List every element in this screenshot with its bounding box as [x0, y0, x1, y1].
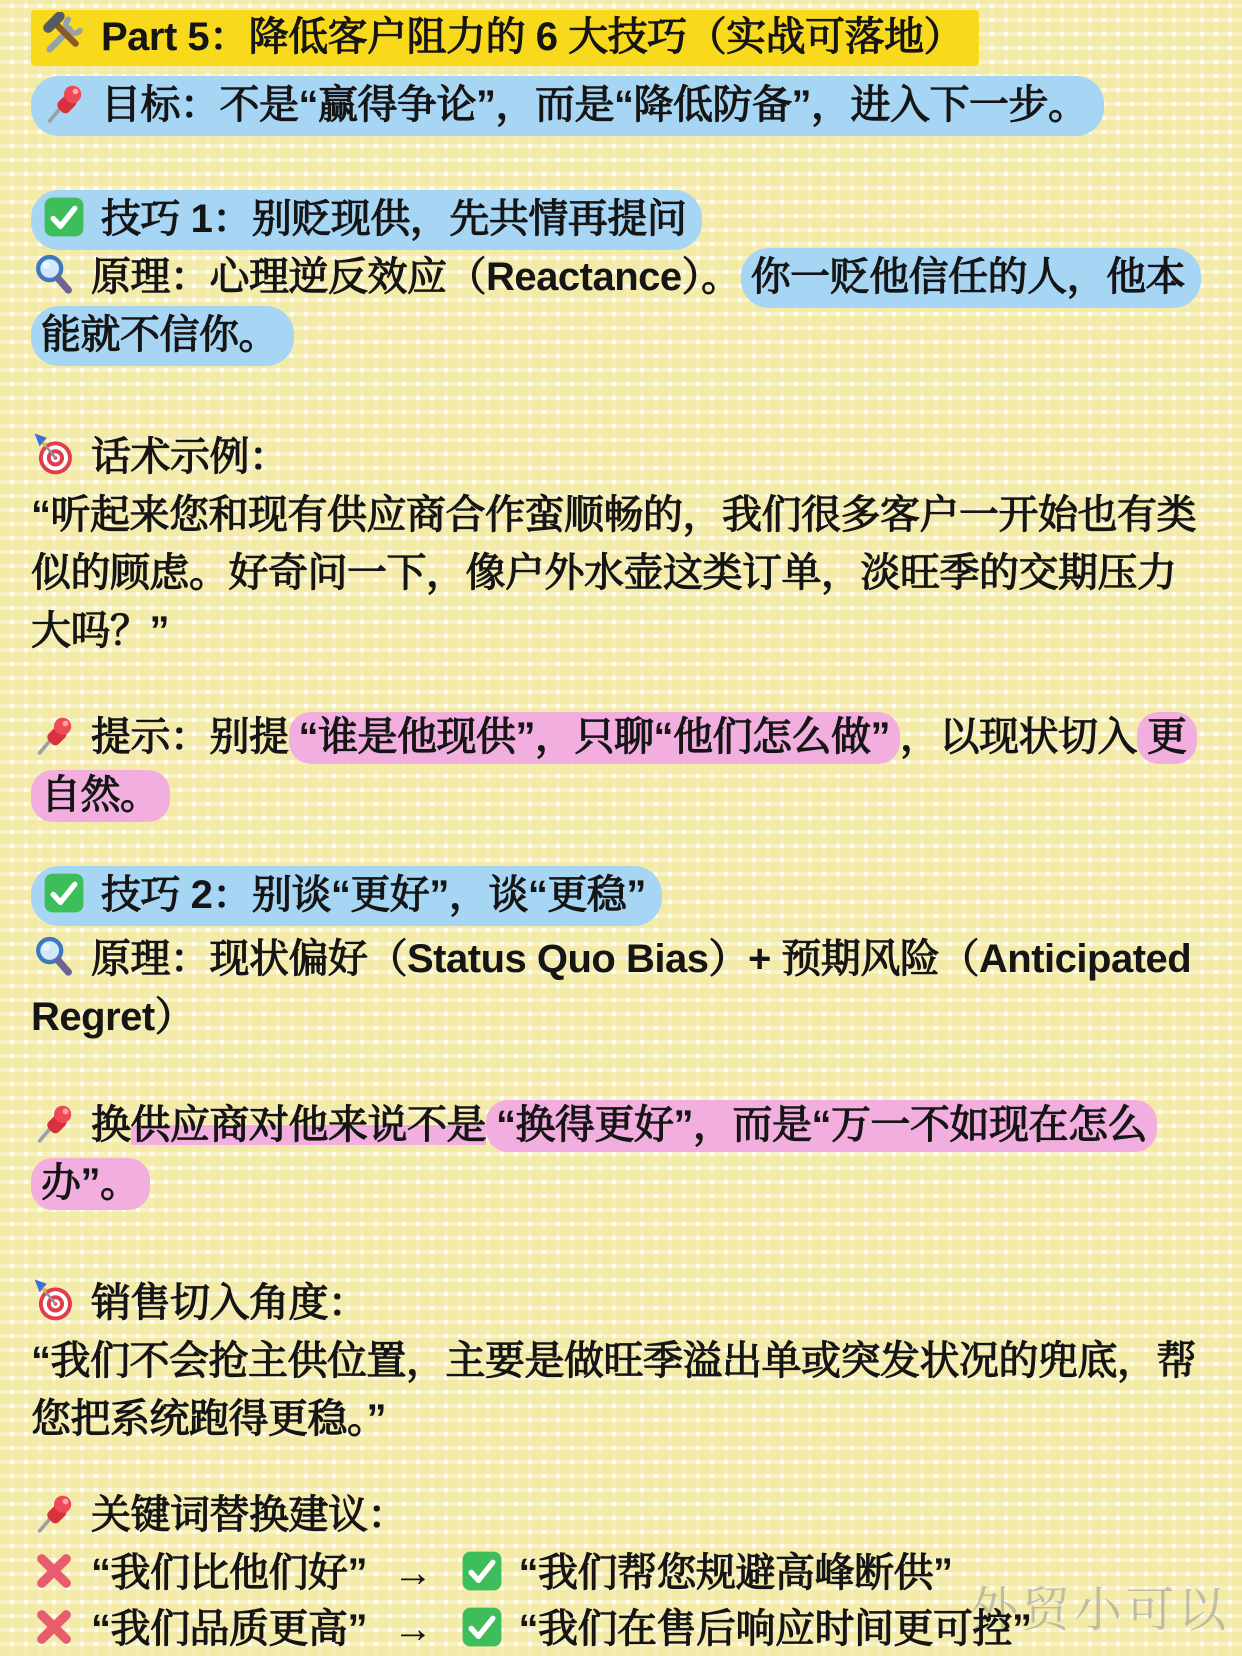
- keyword-good-phrase: “我们帮您规避高峰断供”: [518, 1551, 953, 1595]
- tip2-angle-label-row: [31, 1274, 1211, 1332]
- check-mark-icon: [459, 1604, 505, 1650]
- check-mark-icon: [41, 194, 87, 240]
- title-highlight: [31, 10, 979, 66]
- pushpin-icon: [41, 80, 87, 126]
- magnifier-icon: [31, 252, 77, 298]
- check-mark-icon: [459, 1548, 505, 1594]
- cross-mark-icon: [31, 1604, 77, 1650]
- tip2-risk-underlined: 供应商对他来说不是: [130, 1103, 486, 1147]
- tip2-heading-text: 技巧 2：别谈“更好”，谈“更稳”: [101, 873, 646, 917]
- dart-target-icon: [31, 1278, 77, 1324]
- keyword-bad-phrase: “我们比他们好”: [91, 1551, 367, 1595]
- arrow-right-icon: →: [393, 1551, 433, 1595]
- keyword-good-phrase: “我们在售后响应时间更可控”: [518, 1607, 1032, 1651]
- pushpin-icon: [31, 1100, 77, 1146]
- keyword-bad-phrase: “我们品质更高”: [91, 1607, 367, 1651]
- tip1-reminder-prefix: 提示：别提: [91, 715, 289, 759]
- tip1-reminder-highlight-2: 更自然。: [31, 712, 1197, 822]
- goal-text: 目标：不是“赢得争论”，而是“降低防备”，进入下一步。: [101, 83, 1088, 127]
- arrow-right-icon: →: [393, 1607, 433, 1651]
- tip2-risk-prefix: 换: [91, 1103, 131, 1147]
- tip1-reminder-row: [31, 708, 1211, 824]
- tip1-example-quote: “听起来您和现有供应商合作蛮顺畅的，我们很多客户一开始也有类似的顾虑。好奇问一下，像户外水壶这类订单，淡旺季的交期压力大吗？”: [31, 493, 1196, 653]
- tip1-heading-row: [31, 190, 1211, 248]
- dart-target-icon: [31, 432, 77, 478]
- magnifier-icon: [31, 934, 77, 980]
- tip1-heading-highlight: [31, 190, 702, 250]
- hammer-wrench-icon: [41, 12, 87, 58]
- watermark: 外贸小可以: [969, 1584, 1230, 1637]
- pushpin-icon: [31, 1490, 77, 1536]
- tip2-heading-highlight: [31, 866, 662, 926]
- check-mark-icon: [41, 870, 87, 916]
- tip2-angle-label: 销售切入角度：: [91, 1281, 368, 1325]
- tip2-principle-text: 原理：现状偏好（Status Quo Bias）+ 预期风险（Anticipated Regret）: [31, 937, 1192, 1039]
- goal-highlight: [31, 76, 1104, 136]
- tip1-heading-text: 技巧 1：别贬现供，先共情再提问: [101, 197, 687, 241]
- page-title: Part 5：降低客户阻力的 6 大技巧（实战可落地）: [101, 15, 964, 59]
- cross-mark-icon: [31, 1548, 77, 1594]
- tip2-heading-row: [31, 866, 1211, 924]
- tip1-reminder-highlight-1: “谁是他现供”，只聊“他们怎么做”: [289, 712, 901, 764]
- tip1-example-label-row: [31, 428, 1211, 486]
- keyword-row: [31, 1546, 1211, 1600]
- keywords-label-row: [31, 1486, 1211, 1544]
- pushpin-icon: [31, 712, 77, 758]
- goal-row: [31, 76, 1211, 134]
- tip2-risk-row: [31, 1096, 1211, 1212]
- tip1-principle-row: [31, 248, 1211, 364]
- tip2-principle-row: [31, 930, 1211, 1046]
- tip2-risk-highlight: “换得更好”，而是“万一不如现在怎么办”。: [31, 1100, 1157, 1210]
- tip1-reminder-middle: ，以现状切入: [900, 715, 1137, 759]
- tip1-principle-highlight: 你一贬他信任的人，他本能就不信你。: [31, 248, 1201, 366]
- tip1-principle-plain: 原理：心理逆反效应（Reactance）。: [91, 255, 741, 299]
- title-row: [31, 8, 1211, 66]
- tip2-angle-quote: “我们不会抢主供位置，主要是做旺季溢出单或突发状况的兜底，帮您把系统跑得更稳。”: [31, 1339, 1196, 1441]
- keywords-label: 关键词替换建议：: [91, 1493, 407, 1537]
- keyword-row: [31, 1602, 1211, 1656]
- tip1-example-label: 话术示例：: [91, 435, 289, 479]
